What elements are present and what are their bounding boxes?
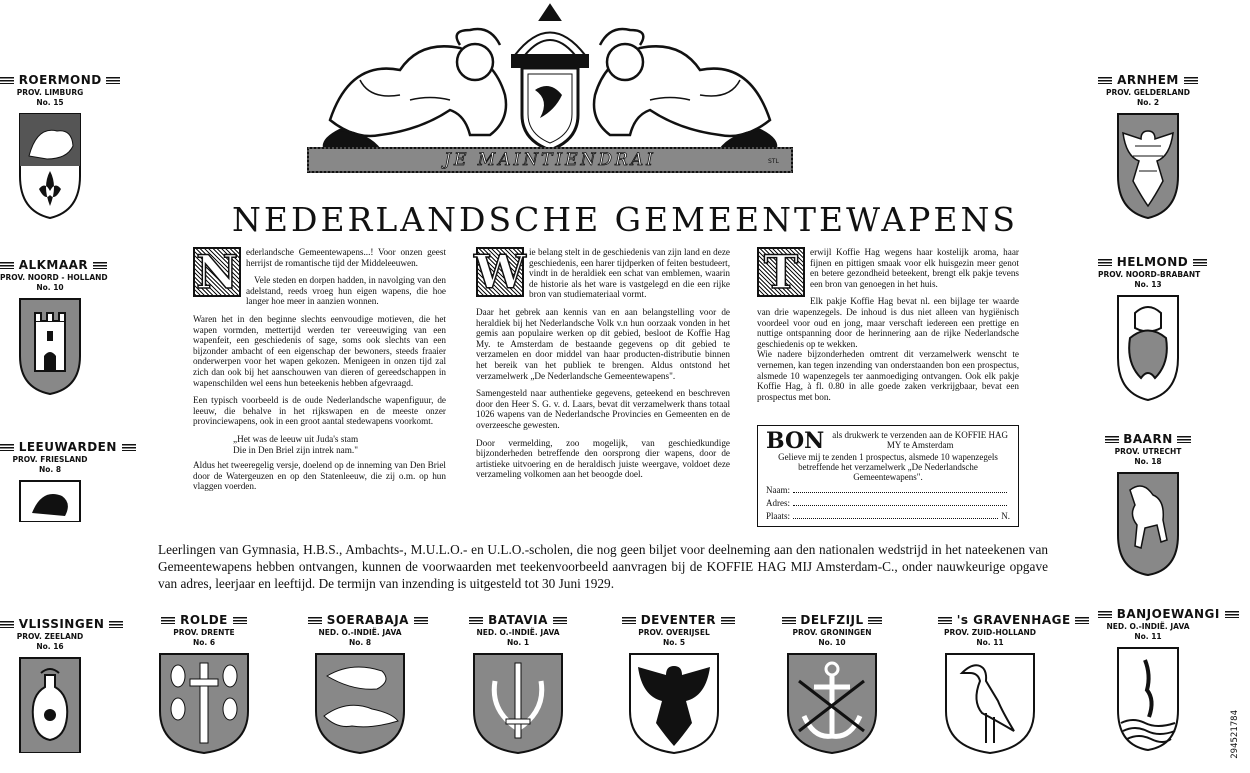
crest-delfzijl bbox=[780, 613, 884, 755]
crest-name: SOERABAJA bbox=[326, 613, 409, 627]
col1-paragraph-1b: Vele steden en dorpen hadden, in navolging van den adelstand, reeds vroeg hun eigen wapens, die hoe langer hoe meer in aanzien wonnen. bbox=[246, 275, 446, 307]
crest-province: PROV. DRENTE bbox=[173, 628, 235, 637]
initial-w: W bbox=[474, 244, 526, 299]
crest-leeuwarden bbox=[0, 440, 117, 522]
quote-line-2: Die in Den Briel zijn intrek nam." bbox=[233, 444, 358, 455]
coupon-name-field[interactable] bbox=[766, 485, 1010, 495]
crest-name: DELFZIJL bbox=[800, 613, 864, 627]
shield-lion-icon bbox=[17, 478, 83, 522]
crest-number: No. 11 bbox=[1134, 632, 1162, 641]
coupon-place-field[interactable] bbox=[766, 511, 1010, 521]
name-label: Naam: bbox=[766, 485, 790, 495]
crest-banjoewangi bbox=[1098, 607, 1220, 753]
crest-province: PROV. NOORD-BRABANT bbox=[1098, 270, 1201, 279]
crest-province: PROV. OVERIJSEL bbox=[638, 628, 710, 637]
crest-name: ALKMAAR bbox=[18, 258, 89, 272]
crest-number: No. 10 bbox=[818, 638, 846, 647]
shield-anchor-icon bbox=[784, 651, 880, 755]
crest-arnhem bbox=[1098, 73, 1198, 221]
shield-cross-bells-icon bbox=[156, 651, 252, 755]
crest-province: PROV. FRIESLAND bbox=[12, 455, 88, 464]
motto: JE MAINTIENDRAI bbox=[444, 150, 656, 170]
shield-horse-icon bbox=[1115, 470, 1181, 578]
crest-number: No. 15 bbox=[36, 98, 64, 107]
col3-paragraph-2: Elk pakje Koffie Hag bevat nl. een bijlage ter waarde van drie wapenzegels. De inhoud is dus niet alleen van hygiënisch voordeel voor oud en jong, maar verschaft iedereen een prettige en nuttige ontspanning door de herinnering aan de rijke Nederlandsche geschiedenis op te wekken. bbox=[757, 296, 1019, 349]
crest-number: No. 8 bbox=[348, 638, 372, 647]
crest-name: BATAVIA bbox=[488, 613, 548, 627]
crest-deventer bbox=[622, 613, 726, 755]
quote-line-1: „Het was de leeuw uit Juda's stam bbox=[233, 433, 359, 444]
coupon-address-field[interactable] bbox=[766, 498, 1010, 508]
shield-stork-icon bbox=[942, 651, 1038, 755]
initial-t: T bbox=[757, 247, 805, 297]
crest-gravenhage bbox=[938, 613, 1071, 755]
crest-name: LEEUWARDEN bbox=[18, 440, 117, 454]
number-label: N. bbox=[1001, 511, 1010, 521]
place-label: Plaats: bbox=[766, 511, 790, 521]
crest-name: VLISSINGEN bbox=[18, 617, 105, 631]
crest-number: No. 16 bbox=[36, 642, 64, 651]
coupon-request: Gelieve mij te zenden 1 prospectus, alsmede 10 wapenzegels betreffende het verzamelwerk „De Nederlandsche Gemeentewapens". bbox=[778, 452, 998, 482]
shield-reed-water-icon bbox=[1115, 645, 1181, 753]
column-3 bbox=[757, 244, 1019, 409]
crest-number: No. 1 bbox=[506, 638, 530, 647]
shield-shark-crocodile-icon bbox=[312, 651, 408, 755]
col2-paragraph-3: Samengesteld naar authentieke gegevens, geteekend en beschreven door den Heer S. G. v. d. Laars, bevat dit verzamelwerk thans totaal 1026 wapens van de Nederlandsche Provincies en Gemeenten en de overzeesche gewesten. bbox=[476, 388, 730, 430]
crest-province: NED. O.-INDIË. JAVA bbox=[1106, 622, 1190, 631]
crest-number: No. 18 bbox=[1134, 457, 1162, 466]
crest-number: No. 10 bbox=[36, 283, 64, 292]
address-label: Adres: bbox=[766, 498, 790, 508]
page-title: NEDERLANDSCHE GEMEENTEWAPENS bbox=[232, 200, 1018, 239]
crest-province: PROV. LIMBURG bbox=[16, 88, 84, 97]
column-1 bbox=[193, 244, 446, 499]
crest-rolde bbox=[152, 613, 256, 755]
col2-paragraph-2: Daar het gebrek aan kennis van en aan belangstelling voor de heraldiek bij het Nederlandsche Volk v.n hun oorzaak vonden in het gemis aan populaire werken op dit gebied, besloot de Koffie Hag My. te Amsterdam de bestaande gegevens op dit gebied te verzamelen en door middel van haar producten-distributie binnen het bereik van het publiek te brengen. Aldus ontstond het verzamelwerk „De Nederlandsche Gemeentewapens". bbox=[476, 306, 730, 381]
crest-batavia bbox=[466, 613, 570, 755]
crest-baarn bbox=[1098, 432, 1198, 578]
col3-paragraph-1: erwijl Koffie Hag wegens haar kostelijk aroma, haar fijnen en pittigen smaak voor elk huisgezin meer genot en betere gezondheid beteekent, brengt elk pakje tevens een bron van genoegen in het huis. bbox=[810, 247, 1019, 289]
shield-lion-fleur-icon bbox=[17, 111, 83, 221]
crest-province: PROV. UTRECHT bbox=[1114, 447, 1182, 456]
crest-vlissingen bbox=[0, 617, 105, 753]
crest-name: DEVENTER bbox=[640, 613, 716, 627]
crest-name: BAARN bbox=[1123, 432, 1173, 446]
crest-number: No. 8 bbox=[38, 465, 62, 474]
crest-number: No. 2 bbox=[1136, 98, 1160, 107]
coupon-address: als drukwerk te verzenden aan de KOFFIE HAG MY te Amsterdam bbox=[832, 430, 1008, 450]
crest-province: PROV. NOORD - HOLLAND bbox=[0, 273, 108, 282]
crest-soerabaja bbox=[308, 613, 412, 755]
crest-number: No. 13 bbox=[1134, 280, 1162, 289]
crest-province: PROV. GELDERLAND bbox=[1105, 88, 1190, 97]
crest-name: ROERMOND bbox=[18, 73, 102, 87]
shield-flask-icon bbox=[17, 655, 83, 753]
shield-eagle-icon bbox=[1115, 111, 1181, 221]
crest-province: PROV. ZUID-HOLLAND bbox=[943, 628, 1037, 637]
competition-notice: Leerlingen van Gymnasia, H.B.S., Ambachts-, M.U.L.O.- en U.L.O.-scholen, die nog geen biljet voor deelneming aan den nationalen wedstrijd in het nateekenen van Gemeentewapens hebben ontvangen, kunnen de voorwaarden met teekenvoorbeeld aanvragen bij de KOFFIE HAG MIJ Amsterdam-C., onder nauwkeurige opgave van adres, leerjaar en leeftijd. De termijn van inzending is uitgesteld tot 30 Juni 1929. bbox=[158, 542, 1048, 591]
crest-name: ROLDE bbox=[180, 613, 228, 627]
crest-name: HELMOND bbox=[1116, 255, 1189, 269]
col2-paragraph-4: Door vermelding, zoo mogelijk, van geschiedkundige bijzonderheden betreffende den oorsprong dier wapens, door de artistieke uitvoering en de heraldisch juiste weergave, voldoet deze verzameling volkomen aan het beoogde doel. bbox=[476, 437, 730, 480]
shield-helmet-icon bbox=[1115, 293, 1181, 403]
crest-name: ARNHEM bbox=[1117, 73, 1179, 87]
shield-sword-wreath-icon bbox=[470, 651, 566, 755]
crest-roermond bbox=[0, 73, 100, 221]
col1-paragraph-3: Een typisch voorbeeld is de oude Nederlandsche wapenfiguur, de leeuw, die behalve in het rijkswapen en de meeste onzer provinciewapens, ook in een groot aantal stedewapens voorkomt. bbox=[193, 395, 446, 427]
crest-province: PROV. GRONINGEN bbox=[792, 628, 872, 637]
crest-province: NED. O.-INDIË. JAVA bbox=[318, 628, 402, 637]
col1-quote bbox=[193, 434, 446, 455]
crest-name: 's GRAVENHAGE bbox=[956, 613, 1071, 627]
left-lion-icon bbox=[324, 29, 506, 150]
royal-coat-of-arms bbox=[300, 0, 800, 175]
crest-helmond bbox=[1098, 255, 1201, 403]
col1-paragraph-1a: ederlandsche Gemeentewapens...! Voor onzen geest herrijst de romantische tijd der Middeleeuwen. bbox=[246, 247, 446, 268]
col2-paragraph-1: ie belang stelt in de geschiedenis van zijn land en deze geschiedenis, een harer tijdperken of feiten bestudeert, vindt in de heraldiek een schat van emblemen, waarin de historie als het ware is vastgelegd en die een rijke bron van studiemateriaal vormt. bbox=[529, 247, 730, 300]
crest-province: NED. O.-INDIË. JAVA bbox=[476, 628, 560, 637]
shield-eagle-icon bbox=[626, 651, 722, 755]
col1-paragraph-2: Waren het in den beginne slechts eenvoudige motieven, die het wapen vormden, mettertijd werden ter vereeuwiging van een wapenfeit, een geschiedenis of sage, soms ook slechts van een bijzonder ambacht of een eigenschap der bewoners, steeds fraaier onderwerpen voor het wapen gekozen. Menigeen in onzen tijd zal zich dan ook bij het aanschouwen van dieren of gereedschappen in wapenschilden wel eens hun beteekenis hebben afgevraagd. bbox=[193, 313, 446, 388]
initial-n: N bbox=[193, 247, 241, 297]
col3-paragraph-3: Wie nadere bijzonderheden omtrent dit verzamelwerk wenscht te vernemen, kan tegen inzending van onderstaanden bon een prospectus, alsmede 10 wapenzegels ter aanmoediging ontvangen. Ook elk pakje Koffie Hag, à fl. 0.80 in alle goede zaken verkrijgbaar, bevat een prospectus met bon. bbox=[757, 349, 1019, 402]
artist-signature: STL bbox=[768, 158, 779, 165]
order-coupon[interactable] bbox=[757, 425, 1019, 527]
crest-number: No. 11 bbox=[976, 638, 1004, 647]
right-lion-icon bbox=[594, 29, 776, 150]
crown-icon bbox=[512, 5, 588, 67]
crest-number: No. 6 bbox=[192, 638, 216, 647]
col1-paragraph-4: Aldus het tweeregelig versje, doelend op de inneming van Den Briel door de Watergeuzen en op den Statenleeuw, die zij o.m. op hun vlaggen voerden. bbox=[193, 460, 446, 492]
column-2 bbox=[474, 244, 730, 487]
crest-number: No. 5 bbox=[662, 638, 686, 647]
crest-name: BANJOEWANGI bbox=[1116, 607, 1220, 621]
crest-province: PROV. ZEELAND bbox=[16, 632, 84, 641]
shield-castle-icon bbox=[17, 296, 83, 396]
coupon-heading: BON bbox=[766, 428, 825, 454]
crest-alkmaar bbox=[0, 258, 108, 396]
archive-stamp: 294521784 bbox=[1230, 710, 1240, 759]
